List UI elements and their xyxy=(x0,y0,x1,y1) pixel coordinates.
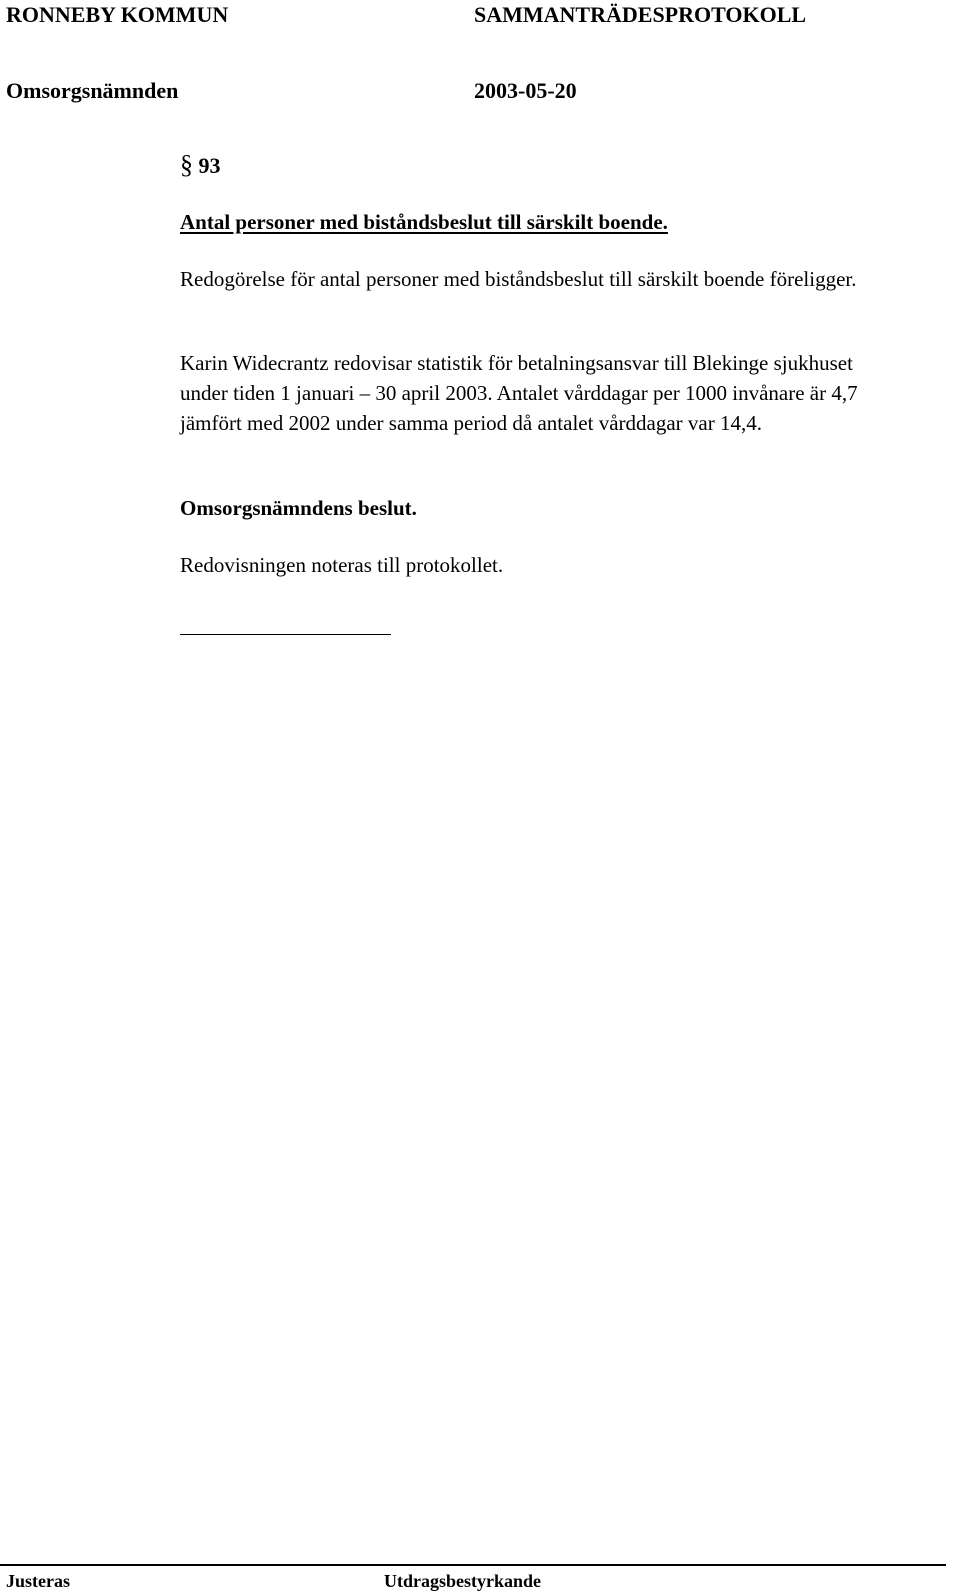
footer-utdragsbestyrkande: Utdragsbestyrkande xyxy=(384,1571,542,1591)
section-number xyxy=(180,150,221,180)
committee-name: Omsorgsnämnden xyxy=(6,78,179,103)
section-symbol: § xyxy=(180,150,193,179)
section-number-value: 93 xyxy=(198,153,221,178)
footer-justeras: Justeras xyxy=(6,1571,70,1591)
meeting-date: 2003-05-20 xyxy=(474,78,577,103)
decision-text: Redovisningen noteras till protokollet. xyxy=(180,553,504,577)
document-type: SAMMANTRÄDESPROTOKOLL xyxy=(474,2,807,27)
footer-rule xyxy=(0,1564,946,1566)
paragraph-statistics: Karin Widecrantz redovisar statistik för betalningsansvar till Blekinge sjukhuset under tiden 1 januari – 30 april 2003. Antalet vårddagar per 1000 invånare är 4,7 jämfört med 2002 under samma period då antalet vårddagar var 14,4. xyxy=(180,351,858,435)
closing-rule xyxy=(180,634,391,635)
municipality-name: RONNEBY KOMMUN xyxy=(6,2,229,27)
decision-heading: Omsorgsnämndens beslut. xyxy=(180,496,417,520)
section-title: Antal personer med biståndsbeslut till särskilt boende. xyxy=(180,210,668,234)
paragraph-intro: Redogörelse för antal personer med biståndsbeslut till särskilt boende föreligger. xyxy=(180,267,857,291)
